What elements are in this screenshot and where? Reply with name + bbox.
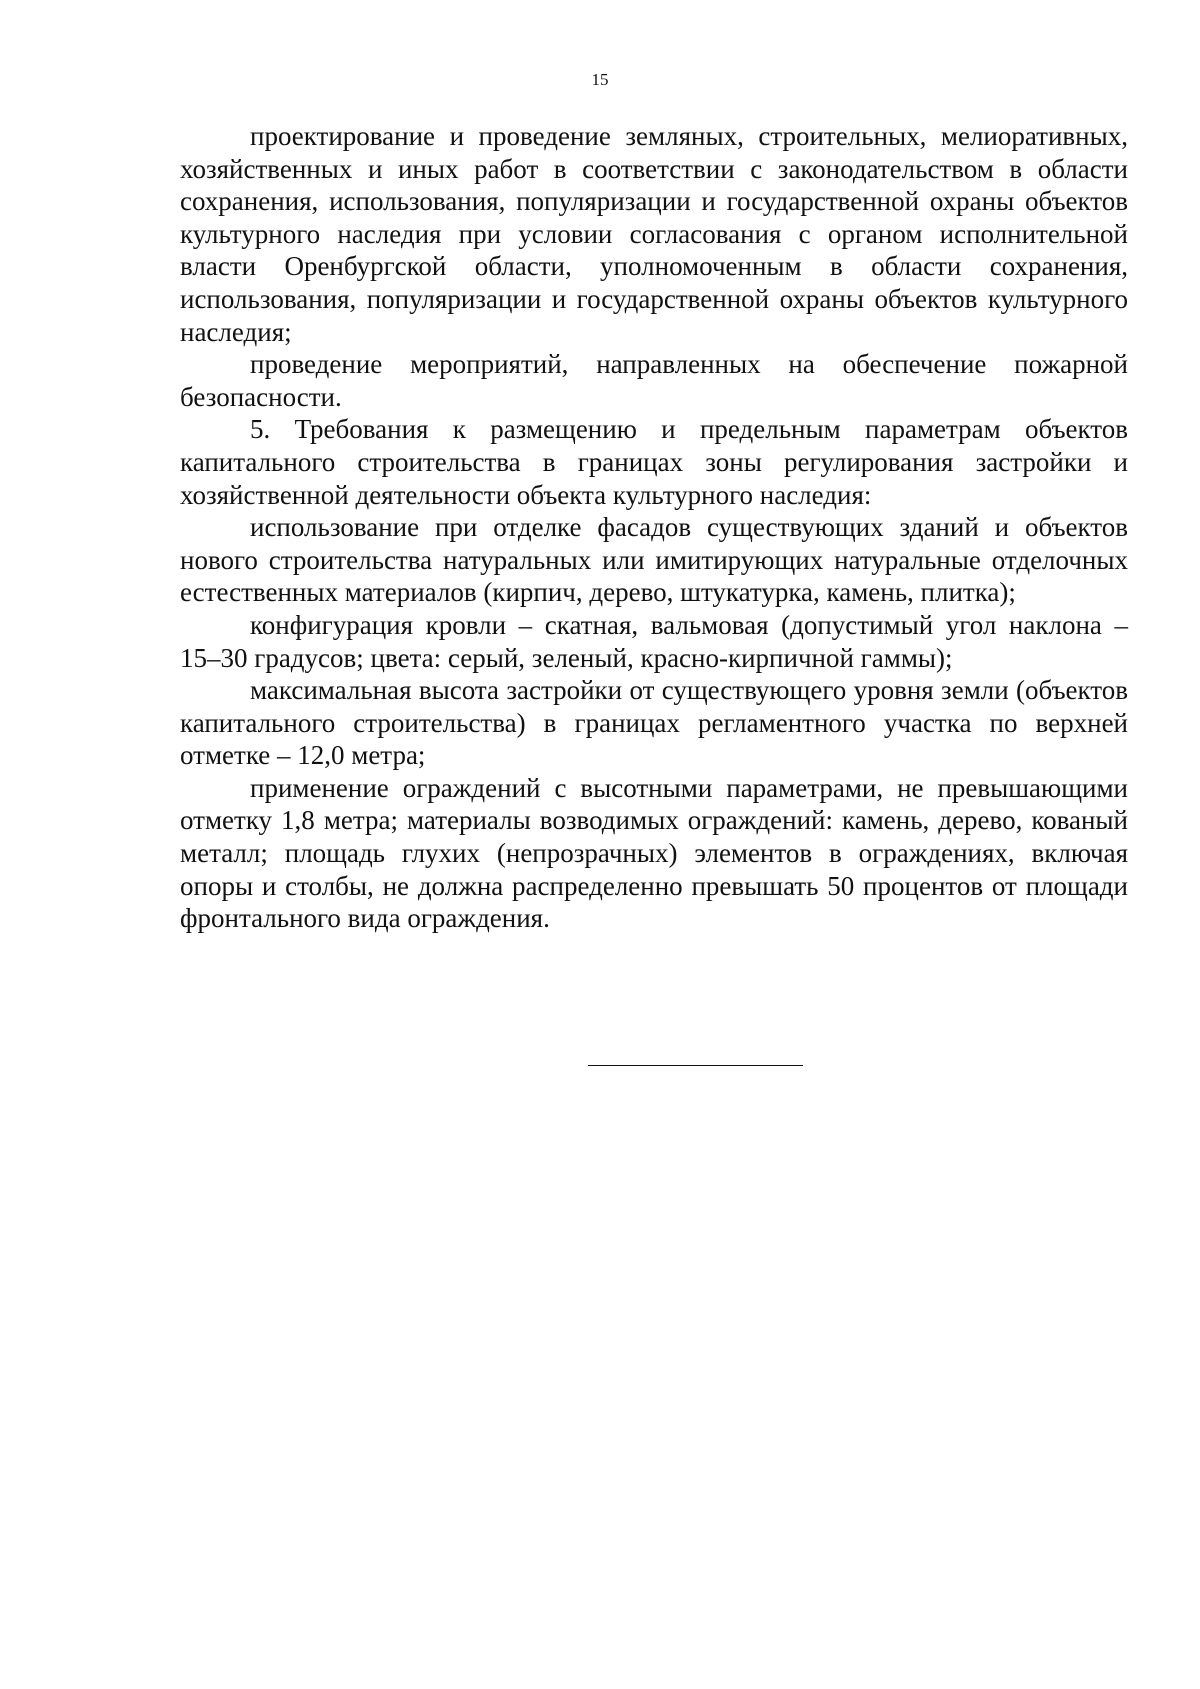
end-of-text-rule — [588, 1065, 803, 1066]
paragraph-fences: применение ограждений с высотными параметрами, не превышающими отметку 1,8 метра; материалы возводимых ограждений: камень, дерево, кованый металл; площадь глухих (непрозрачных) элементов в ограждениях, включая опоры и столбы, не должна распределенно превышать 50 процентов от площади фронтального вида ограждения. — [180, 772, 1128, 934]
paragraph-fire-safety: проведение мероприятий, направленных на обеспечение пожарной безопасности. — [180, 349, 1128, 412]
page-number: 15 — [591, 70, 609, 89]
paragraph-roof-configuration: конфигурация кровли – скатная, вальмовая (допустимый угол наклона – 15–30 градусов; цвета: серый, зеленый, красно-кирпичной гаммы); — [180, 609, 1128, 673]
paragraph-max-height: максимальная высота застройки от существующего уровня земли (объектов капитального строительства) в границах регламентного участка по верхней отметке – 12,0 метра; — [180, 675, 1128, 771]
document-body — [180, 120, 1128, 935]
paragraph-excavation-works: проектирование и проведение земляных, строительных, мелиоративных, хозяйственных и иных работ в соответствии с законодательством в области сохранения, использования, популяризации и государственной охраны объектов культурного наследия при условии согласования с органом исполнительной власти Оренбургской области, уполномоченным в области сохранения, использования, популяризации и государственной охраны объектов культурного наследия; — [180, 121, 1128, 347]
paragraph-section-5-heading: 5. Требования к размещению и предельным параметрам объектов капитального строительства в границах зоны регулирования застройки и хозяйственной деятельности объекта культурного наследия: — [180, 414, 1128, 510]
paragraph-facade-materials: использование при отделке фасадов существующих зданий и объектов нового строительства натуральных или имитирующих натуральные отделочных естественных материалов (кирпич, дерево, штукатурка, камень, плитка); — [180, 512, 1128, 608]
